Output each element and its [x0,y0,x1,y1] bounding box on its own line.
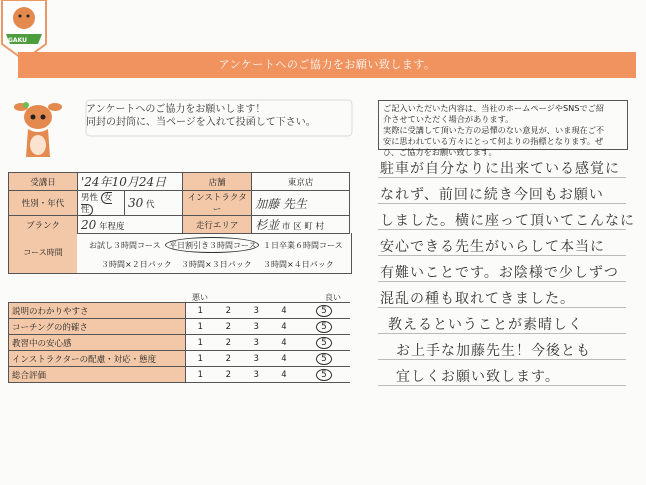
pack-3day: ３時間×３日パック [181,260,252,269]
rating-option[interactable] [298,367,350,383]
comment-area [378,155,635,385]
rating-option-label: 2 [225,353,232,364]
rating-option-label: 4 [281,305,287,316]
course-oneday: １日卒業６時間コース [263,241,343,250]
rating-question: 教習中の安心感 [9,335,186,351]
rating-option-label: 2 [225,369,232,380]
rating-question: コーチングの的確さ [9,319,186,335]
rating-option[interactable] [215,367,243,383]
store-value: 東京店 [252,173,350,191]
rating-option[interactable] [186,303,215,319]
blank-label: ブランク [9,216,78,234]
rating-question: 説明のわかりやすさ [9,303,186,319]
rating-option[interactable] [270,335,298,351]
header-banner: アンケートへのご協力をお願い致します。 [18,52,636,78]
rating-option[interactable] [186,367,215,383]
rating-row [9,335,351,351]
area-value [252,216,350,234]
comment-line: 宜しくお願い致します。 [396,369,560,385]
rating-option-label: 2 [225,305,232,316]
rating-option-label: 1 [197,305,203,316]
female-option: 女性 [81,193,113,215]
rating-option[interactable] [270,351,298,367]
age-unit: 代 [145,200,155,210]
area-handwritten: 杉並 [255,218,280,232]
notice-line-4: 安に思われている方々にとって何よりの指標となります。ぜ [383,136,604,146]
rating-option-label: 5 [316,305,331,317]
rating-option[interactable] [242,303,270,319]
scale-good: 良い [325,293,341,302]
rating-option[interactable] [298,351,350,367]
rating-option-label: 4 [281,353,287,364]
blank-value [78,216,183,234]
rating-option-label: 2 [225,321,232,332]
area-unit: 市 区 町 村 [281,222,325,232]
rating-option-label: 1 [197,369,203,380]
rating-option-label: 5 [316,353,331,365]
gender-age-label: 性別・年代 [9,191,78,216]
rating-option[interactable] [270,319,298,335]
rating-option[interactable] [242,335,270,351]
rating-option[interactable] [186,351,215,367]
blank-years: 20 [81,217,97,232]
scale-bad: 悪い [192,293,208,302]
rating-option-label: 3 [253,369,259,380]
rating-option[interactable] [270,303,298,319]
pack-4day: ３時間×４日パック [263,260,334,269]
rating-option-label: 1 [197,337,203,348]
blank-unit: 年程度 [98,221,125,232]
rating-row [9,351,351,367]
notice-line-2: 介させていただく場合があります。 [383,114,514,124]
intro-line-2: 同封の封筒に、当ページを入れて投函して下さい。 [86,117,316,128]
rating-option-label: 5 [316,369,331,381]
rating-option[interactable] [215,319,243,335]
rating-option[interactable] [270,367,298,383]
rating-option-label: 1 [197,353,203,364]
rating-option[interactable] [186,319,215,335]
rating-option-label: 4 [281,337,287,348]
comment-line: なれず、前回に続き今回もお願い [380,187,604,203]
rating-option-label: 5 [316,337,331,349]
comment-line: 混乱の種も取れてきました。 [380,291,575,307]
course-label: コース時間 [9,233,77,273]
rating-option-label: 4 [281,321,287,332]
deer-mascot-icon [8,95,68,165]
notice-line-3: 実際に受講して頂いた方の忌憚のない意見が、いま現在ご不 [383,125,605,135]
course-weekday: 平日割引き３時間コース [169,241,257,250]
comment-line: 教えるということが素晴しく [388,317,583,333]
rating-option-label: 4 [281,369,287,380]
comment-line: 安心できる先生がいらして本当に [380,239,605,255]
intro-text [86,103,316,129]
rating-option[interactable] [298,303,350,319]
rating-question: 総合評価 [9,367,186,383]
rating-option-label: 1 [197,321,203,332]
comment-line: お上手な加藤先生！今後とも [396,343,591,359]
notice-line-1: ご記入いただいた内容は、当社のホームページやSNSでご紹 [383,103,605,113]
course-trial: お試し３時間コース [89,241,161,250]
store-label: 店舗 [183,173,252,191]
rating-option[interactable] [186,335,215,351]
rating-option-label: 2 [225,337,232,348]
male-option: 男性 [81,193,99,203]
rating-row [9,303,351,319]
rating-table [8,302,350,383]
rating-option[interactable] [242,351,270,367]
instructor-value: 加藤 先生 [252,191,350,216]
gender-value [78,191,125,216]
info-table [8,172,350,234]
rating-option-label: 3 [253,353,259,364]
date-label: 受講日 [9,173,78,191]
rating-option[interactable] [215,335,243,351]
rating-row [9,319,351,335]
date-value: '24年10月24日 [78,173,183,191]
rating-option[interactable] [298,335,350,351]
logo-text: GAKU [8,37,27,44]
rating-option[interactable] [215,351,243,367]
comment-line: しました。横に座って頂いてこんなに [380,213,635,229]
rating-body [9,303,351,383]
pack-2day: ３時間×２日パック [101,260,172,269]
notice-box [378,100,628,157]
course-box [8,233,352,274]
rating-option-label: 5 [316,321,331,333]
rating-option[interactable] [242,319,270,335]
intro-line-1: アンケートへのご協力をお願いします！ [86,104,266,115]
rating-option-label: 3 [253,305,259,316]
rating-option[interactable] [215,303,243,319]
rating-option-label: 3 [253,321,259,332]
rating-option-label: 3 [253,337,259,348]
comment-line: 駐車が自分なりに出来ている感覚に [380,161,620,177]
instructor-label: インストラクター [183,191,252,216]
rating-option[interactable] [298,319,350,335]
comment-line: 有難いことです。お陰様で少しずつ [380,265,619,281]
rating-row [9,367,351,383]
notice-line-5: ひ、ご協力をお願い致します。 [383,147,497,157]
area-label: 走行エリア [183,216,252,234]
rating-question: インストラクターの配慮・対応・態度 [9,351,186,367]
age-value [125,191,183,216]
rating-option[interactable] [242,367,270,383]
course-selected-circle [165,237,259,253]
age-number: 30 [128,196,144,210]
